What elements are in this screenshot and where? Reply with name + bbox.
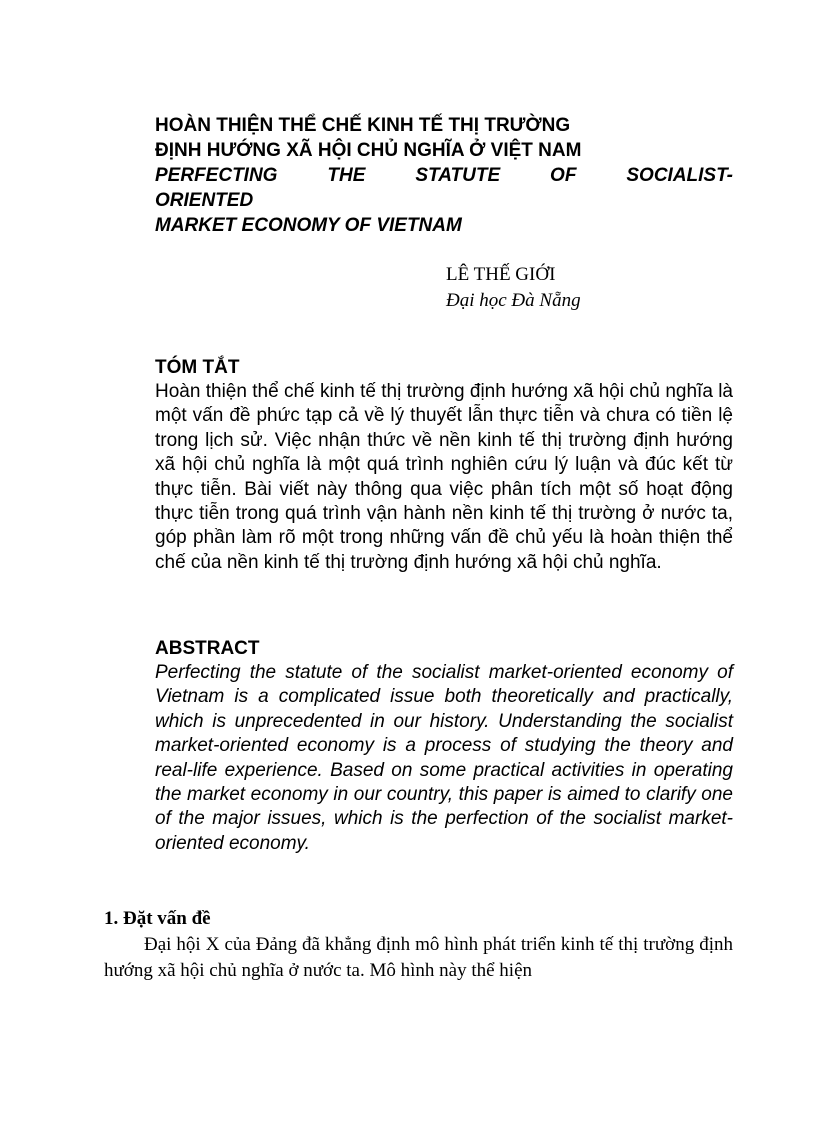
title-en-line-3: MARKET ECONOMY OF VIETNAM [155, 215, 462, 236]
abstract-en-body: Perfecting the statute of the socialist market-oriented economy of Vietnam is a complicated issue both theoretically and practically, which is unprecedented in our history. Understanding the socialist market-oriented economy is a process of studying the theory and real-life experience. Based on some practical activities in operating the market economy in our country, this paper is aimed to clarify one of the major issues, which is the perfection of the socialist market-oriented economy. [155, 662, 733, 854]
section-1-body: Đại hội X của Đảng đã khẳng định mô hình phát triển kinh tế thị trường định hướng xã hội chủ nghĩa ở nước ta. Mô hình này thể hiện [104, 934, 733, 981]
summary-vi-heading: TÓM TẮT [155, 357, 240, 378]
title-vi-line-1: HOÀN THIỆN THỂ CHẾ KINH TẾ THỊ TRƯỜNG [155, 115, 571, 136]
summary-vi-section [155, 356, 733, 575]
summary-vi-body: Hoàn thiện thể chế kinh tế thị trường định hướng xã hội chủ nghĩa là một vấn đề phức tạp cả về lý thuyết lẫn thực tiễn và chưa có tiền lệ trong lịch sử. Việc nhận thức về nền kinh tế thị trường định hướng xã hội chủ nghĩa là một quá trình nghiên cứu lý luận và đúc kết từ thực tiễn. Bài viết này thông qua việc phân tích một số hoạt động thực tiễn trong quá trình vận hành nền kinh tế thị trường ở nước ta, góp phần làm rõ một trong những vấn đề chủ yếu là hoàn thiện thể chế của nền kinh tế thị trường định hướng xã hội chủ nghĩa. [155, 381, 733, 573]
title-vi-line-2: ĐỊNH HƯỚNG XÃ HỘI CHỦ NGHĨA Ở VIỆT NAM [155, 140, 582, 161]
abstract-en-section [155, 637, 733, 856]
abstract-en-heading: ABSTRACT [155, 638, 260, 659]
section-1 [104, 906, 733, 984]
paper-title [155, 113, 733, 238]
author-affiliation: Đại học Đà Nẵng [446, 290, 581, 311]
author-block [446, 262, 581, 314]
title-en-line-1: PERFECTING THE STATUTE OF SOCIALIST- [155, 165, 733, 186]
author-name: LÊ THẾ GIỚI [446, 264, 556, 285]
section-1-heading: 1. Đặt vấn đề [104, 908, 211, 929]
title-en-line-2: ORIENTED [155, 190, 254, 211]
